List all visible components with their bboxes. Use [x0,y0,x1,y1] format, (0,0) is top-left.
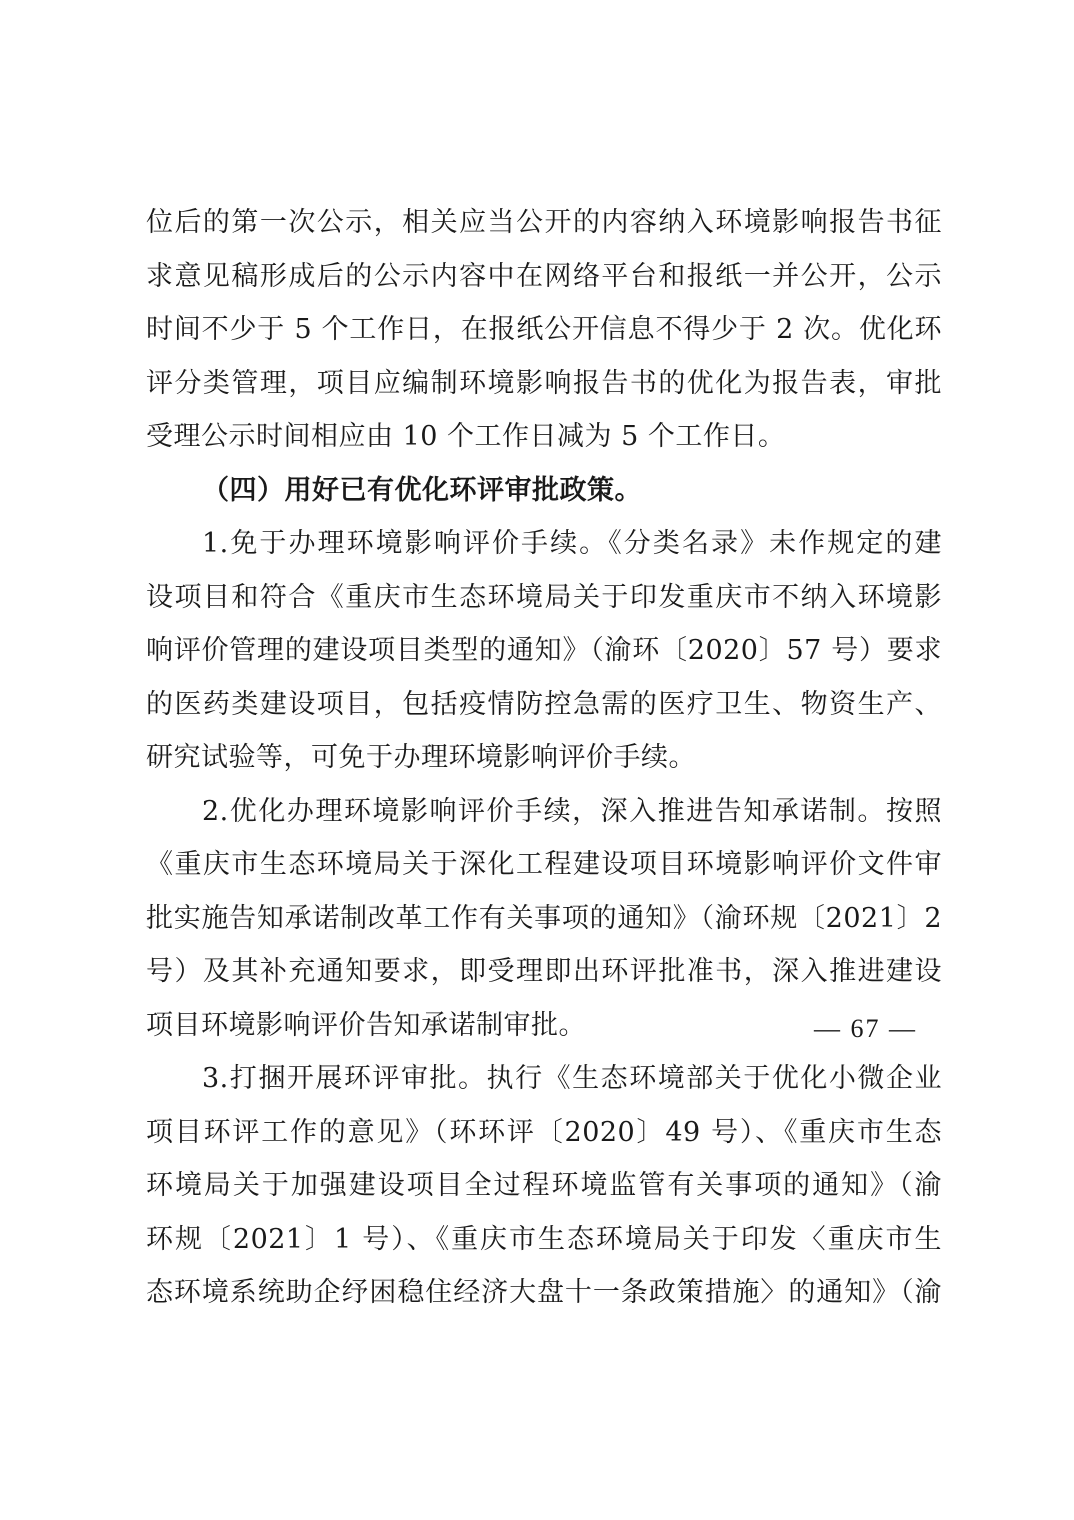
item-line: 环境局关于加强建设项目全过程环境监管有关事项的通知》（渝 [146,1170,942,1201]
item-line: 《重庆市生态环境局关于深化工程建设项目环境影响评价文件审 [146,849,942,880]
item-line: 设项目和符合《重庆市生态环境局关于印发重庆市不纳入环境影 [146,581,942,613]
section-heading: （四）用好已有优化环评审批政策。 [202,474,642,506]
page-number: — 67 — [814,1014,917,1043]
item-line: 环规〔2021〕1 号）、《重庆市生态环境局关于印发〈重庆市生 [146,1223,942,1255]
item-line: 号）及其补充通知要求，即受理即出环评批准书，深入推进建设 [146,956,942,987]
item-line: 研究试验等，可免于办理环境影响评价手续。 [146,742,696,773]
item-line: 1.免于办理环境影响评价手续。《分类名录》未作规定的建 [202,528,942,559]
paragraph-line: 求意见稿形成后的公示内容中在网络平台和报纸一并公开，公示 [146,260,942,292]
item-line: 项目环境影响评价告知承诺制审批。 [146,1009,586,1041]
item-line: 批实施告知承诺制改革工作有关事项的通知》（渝环规〔2021〕2 [146,902,942,934]
paragraph-line: 时间不少于 5 个工作日，在报纸公开信息不得少于 2 次。优化环 [146,314,942,345]
item-line: 响评价管理的建设项目类型的通知》（渝环〔2020〕57 号）要求 [146,635,942,666]
item-line: 态环境系统助企纾困稳住经济大盘十一条政策措施〉的通知》（渝 [146,1277,942,1308]
paragraph-line: 受理公示时间相应由 10 个工作日减为 5 个工作日。 [146,421,786,452]
paragraph-line: 评分类管理，项目应编制环境影响报告书的优化为报告表，审批 [146,367,942,399]
paragraph-line: 位后的第一次公示，相关应当公开的内容纳入环境影响报告书征 [146,207,942,238]
item-line: 的医药类建设项目，包括疫情防控急需的医疗卫生、物资生产、 [146,688,942,720]
body-text [146,196,942,1320]
item-line: 3.打捆开展环评审批。执行《生态环境部关于优化小微企业 [202,1063,942,1094]
item-line: 2.优化办理环境影响评价手续，深入推进告知承诺制。按照 [202,795,942,827]
item-line: 项目环评工作的意见》（环环评〔2020〕49 号）、《重庆市生态 [146,1116,942,1148]
